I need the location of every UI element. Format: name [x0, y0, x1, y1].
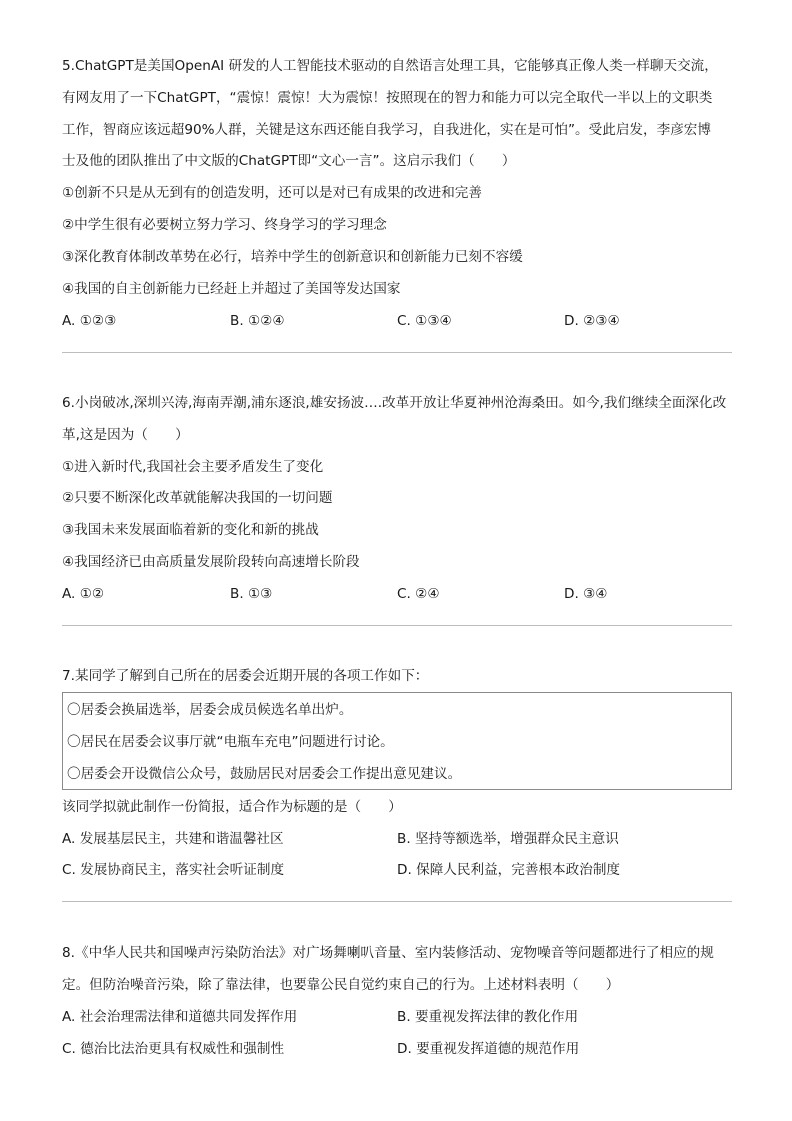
q6-statement-2: ②只要不断深化改革就能解决我国的一切问题	[62, 490, 333, 506]
q5-option-a[interactable]: A. ①②③	[62, 313, 117, 329]
q6-statement-3: ③我国未来发展面临着新的变化和新的挑战	[62, 522, 319, 538]
q7-question: 该同学拟就此制作一份简报，适合作为标题的是（ ）	[62, 799, 402, 815]
q7-option-a[interactable]: A. 发展基层民主，共建和谐温馨社区	[62, 831, 284, 847]
q7-intro: 7.某同学了解到自己所在的居委会近期开展的各项工作如下：	[62, 668, 429, 684]
q5-statement-3: ③深化教育体制改革势在必行，培养中学生的创新意识和创新能力已刻不容缓	[62, 249, 523, 265]
q6-statement-4: ④我国经济已由高质量发展阶段转向高速增长阶段	[62, 554, 360, 570]
q5-stem-line-4: 士及他的团队推出了中文版的ChatGPT即“文心一言”。这启示我们（ ）	[62, 153, 516, 169]
q6-option-c[interactable]: C. ②④	[397, 586, 440, 602]
divider-3	[62, 901, 732, 902]
q5-statement-4: ④我国的自主创新能力已经赶上并超过了美国等发达国家	[62, 281, 401, 297]
q7-box-item-3: 〇居委会开设微信公众号，鼓励居民对居委会工作提出意见建议。	[67, 766, 462, 782]
q5-statement-1: ①创新不只是从无到有的创造发明，还可以是对已有成果的改进和完善	[62, 185, 482, 201]
q7-box-item-2: 〇居民在居委会议事厅就“电瓶车充电”问题进行讨论。	[67, 734, 394, 750]
q5-stem-line-1: 5.ChatGPT是美国OpenAI 研发的人工智能技术驱动的自然语言处理工具，它能够真正像人类一样聊天交流，	[62, 58, 718, 74]
q8-option-c[interactable]: C. 德治比法治更具有权威性和强制性	[62, 1041, 285, 1057]
q7-option-b[interactable]: B. 坚持等额选举，增强群众民主意识	[397, 831, 619, 847]
q5-stem-line-3: 工作，智商应该远超90%人群，关键是这东西还能自我学习，自我进化，实在是可怕”。受此启发，李彦宏博	[62, 122, 711, 138]
q8-stem-line-2: 定。但防治噪音污染，除了靠法律，也要靠公民自觉约束自己的行为。上述材料表明（ ）	[62, 977, 620, 993]
q7-option-d[interactable]: D. 保障人民利益，完善根本政治制度	[397, 862, 621, 878]
q8-option-a[interactable]: A. 社会治理需法律和道德共同发挥作用	[62, 1009, 298, 1025]
q7-box-item-1: 〇居委会换届选举，居委会成员候选名单出炉。	[67, 702, 353, 718]
q5-option-b[interactable]: B. ①②④	[230, 313, 285, 329]
q6-stem-line-1: 6.小岗破冰,深圳兴涛,海南弄潮,浦东逐浪,雄安扬波….改革开放让华夏神州沧海桑田。如今,我们继续全面深化改	[62, 395, 727, 411]
divider-2	[62, 625, 732, 626]
q8-option-d[interactable]: D. 要重视发挥道德的规范作用	[397, 1041, 580, 1057]
q5-statement-2: ②中学生很有必要树立努力学习、终身学习的学习理念	[62, 217, 387, 233]
divider-1	[62, 352, 732, 353]
q5-option-c[interactable]: C. ①③④	[397, 313, 452, 329]
q8-option-b[interactable]: B. 要重视发挥法律的教化作用	[397, 1009, 579, 1025]
q5-option-d[interactable]: D. ②③④	[564, 313, 620, 329]
q7-info-box	[62, 692, 732, 790]
q6-option-b[interactable]: B. ①③	[230, 586, 273, 602]
q6-option-a[interactable]: A. ①②	[62, 586, 105, 602]
q6-stem-line-2: 革,这是因为（ ）	[62, 427, 189, 443]
q6-statement-1: ①进入新时代,我国社会主要矛盾发生了变化	[62, 459, 324, 475]
q6-option-d[interactable]: D. ③④	[564, 586, 608, 602]
q7-option-c[interactable]: C. 发展协商民主，落实社会听证制度	[62, 862, 285, 878]
q5-stem-line-2: 有网友用了一下ChatGPT，“震惊！震惊！大为震惊！按照现在的智力和能力可以完全取代一半以上的文职类	[62, 90, 713, 106]
q8-stem-line-1: 8.《中华人民共和国噪声污染防治法》对广场舞喇叭音量、室内装修活动、宠物噪音等问题都进行了相应的规	[62, 945, 714, 961]
